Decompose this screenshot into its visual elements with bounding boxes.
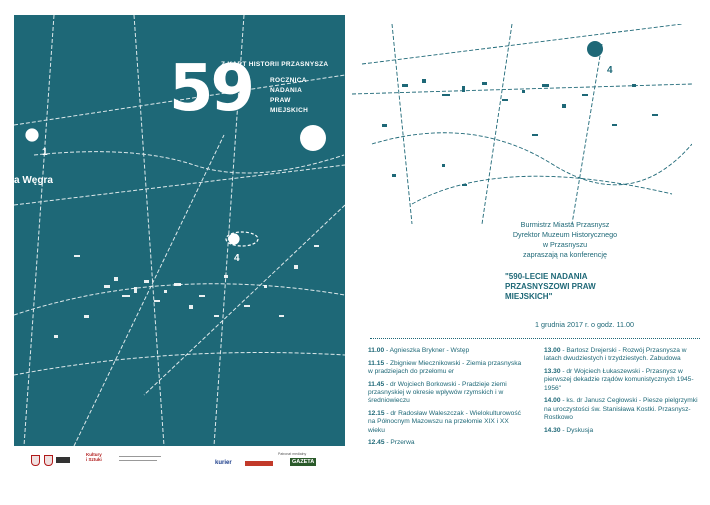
program-text: - ks. dr Janusz Cegłowski - Piesze pielgrzymki na uroczystości św. Stanisława Kostki. Przasnysz- Rostkowo <box>544 397 698 422</box>
gazeta-logo: GAZETA <box>292 459 315 465</box>
program-text: - dr Wojciech Łukaszewski - Przasnysz w pierwszej dekadzie rządów komunistycznych 1945-1956" <box>544 368 694 392</box>
subtitle-line: ROCZNICA <box>270 77 307 84</box>
program-item <box>368 410 526 435</box>
anniversary-number: 59 <box>169 52 253 126</box>
organizer-line: Dyrektor Muzeum Historycznego <box>512 230 618 239</box>
conference-title <box>505 272 596 302</box>
divider <box>370 338 700 339</box>
map-label-wegra: a Węgra <box>14 175 53 186</box>
program-text: - dr Radosław Waleszczak - Wielokulturowość na Północnym Mazowszu na przełomie XIX i XX wieku <box>368 410 521 434</box>
organizer-line: Burmistrz Miasta Przasnysz <box>520 220 610 229</box>
program-text: - Zbigniew Miecznikowski - Ziemia przasnyska w pradziejach do przełomu er <box>368 359 522 375</box>
program-time: 12.15 <box>368 410 385 417</box>
program-time: 13.30 <box>544 368 561 375</box>
subtitle-line: PRAW <box>270 97 291 104</box>
partner-logo-icon <box>245 461 273 466</box>
program-item <box>368 381 526 406</box>
title-line: "590-LECIE NADANIA <box>505 272 588 281</box>
conference-date: 1 grudnia 2017 r. o godz. 11.00 <box>535 320 634 329</box>
program-text: - Bartosz Drejerski - Rozwój Przasnysza w latach dwudziestych i trzydziestych. Zabudowa <box>544 347 687 363</box>
sponsor-logos <box>14 452 345 482</box>
program-text: - Dyskusja <box>560 426 594 434</box>
coat-of-arms-icon <box>31 455 40 466</box>
program-item <box>368 439 526 447</box>
poster-panel <box>14 15 345 446</box>
organizers <box>480 220 650 260</box>
ministry-logo-line <box>119 456 161 457</box>
program-item <box>544 427 702 435</box>
program-time: 11.00 <box>368 347 385 354</box>
title-line: PRZASNYSZOWI PRAW <box>505 282 596 291</box>
poster-kicker: Z KART HISTORII PRZASNYSZA <box>221 61 329 68</box>
program-text: - Przerwa <box>384 439 415 447</box>
patronat-label: Patronat medialny <box>278 452 307 456</box>
program-time: 11.15 <box>368 359 385 367</box>
ck-line: Kultury <box>86 452 102 457</box>
program-item <box>544 368 702 393</box>
program-time: 12.45 <box>368 439 385 447</box>
right-map-label-four: 4 <box>607 65 613 76</box>
program-item <box>544 397 702 422</box>
program-time: 14.30 <box>544 426 561 434</box>
map-lines-right <box>352 24 692 224</box>
building-logo-icon <box>56 457 70 463</box>
program-text: - Agnieszka Brykner - Wstęp <box>384 347 470 354</box>
program-item <box>544 347 702 364</box>
map-label-four: 4 <box>234 253 240 264</box>
map-label-one: 1 <box>42 147 48 158</box>
organizer-line: w Przasnyszu <box>542 240 588 249</box>
program-time: 11.45 <box>368 380 385 388</box>
number-zero-dot <box>300 125 326 151</box>
subtitle-line: MIEJSKICH <box>270 107 309 114</box>
program-item <box>368 360 526 377</box>
title-line: MIEJSKICH" <box>505 292 553 301</box>
subtitle-line: NADANIA <box>270 87 303 94</box>
program-column-left <box>368 347 526 452</box>
program-text: - dr Wojciech Borkowski - Pradzieje ziemi przasnyskiej w okresie wpływów rzymskich i w średniowieczu <box>368 380 507 405</box>
ck-logo <box>86 452 102 462</box>
program-item <box>368 347 526 355</box>
coat-of-arms-icon <box>44 455 53 466</box>
kurier-logo: kurier <box>215 460 232 466</box>
ck-line: i Sztuki <box>86 457 102 462</box>
program-time: 14.00 <box>544 397 561 405</box>
ministry-logo-line <box>119 460 157 461</box>
poster-subtitle <box>270 76 308 116</box>
organizer-line: zapraszają na konferencję <box>523 250 607 259</box>
program-time: 13.00 <box>544 347 561 354</box>
program-column-right <box>544 347 702 439</box>
